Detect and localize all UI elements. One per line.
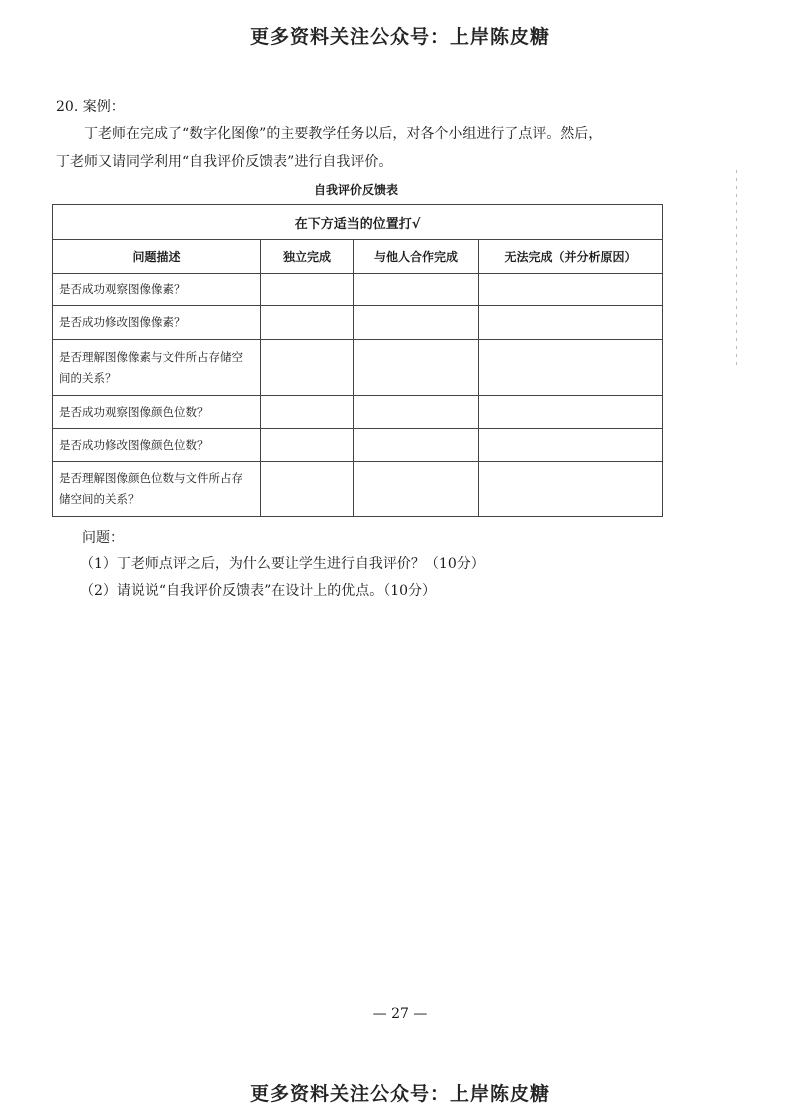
table-row (53, 462, 663, 517)
checkbox-cell-unable[interactable] (479, 274, 663, 306)
bottom-banner: 更多资料关注公众号：上岸陈皮糖 (249, 1083, 550, 1105)
checkbox-cell-unable[interactable] (479, 306, 663, 340)
row-description: 是否成功观察图像像素？ (53, 274, 261, 306)
table-row (53, 274, 663, 306)
checkbox-cell-cooperative[interactable] (354, 340, 479, 396)
question-item-1: （1）丁老师点评之后，为什么要让学生进行自我评价？（10分） (80, 556, 485, 572)
table-row (53, 396, 663, 429)
table-row (53, 340, 663, 396)
page-number: — 27 — (372, 1006, 428, 1022)
column-header-independent: 独立完成 (261, 240, 354, 274)
row-description: 是否成功修改图像像素？ (53, 306, 261, 340)
scan-artifact-line (736, 170, 737, 370)
column-header-unable: 无法完成（并分析原因） (479, 240, 663, 274)
checkbox-cell-independent[interactable] (261, 306, 354, 340)
column-header-cooperative: 与他人合作完成 (354, 240, 479, 274)
checkbox-cell-independent[interactable] (261, 274, 354, 306)
checkbox-cell-unable[interactable] (479, 340, 663, 396)
table-title: 自我评价反馈表 (313, 183, 398, 197)
row-description: 是否理解图像颜色位数与文件所占存储空间的关系？ (53, 462, 261, 517)
top-banner: 更多资料关注公众号：上岸陈皮糖 (249, 26, 550, 48)
table-span-header: 在下方适当的位置打√ (53, 205, 663, 240)
checkbox-cell-cooperative[interactable] (354, 429, 479, 462)
table-row (53, 306, 663, 340)
self-evaluation-table (52, 204, 663, 517)
checkbox-cell-unable[interactable] (479, 462, 663, 517)
table-row (53, 429, 663, 462)
checkbox-cell-unable[interactable] (479, 429, 663, 462)
checkbox-cell-cooperative[interactable] (354, 274, 479, 306)
checkbox-cell-cooperative[interactable] (354, 396, 479, 429)
column-header-description: 问题描述 (53, 240, 261, 274)
row-description: 是否理解图像像素与文件所占存储空间的关系？ (53, 340, 261, 396)
question-item-2: （2）请说说“自我评价反馈表”在设计上的优点。（10分） (80, 583, 437, 599)
row-description: 是否成功修改图像颜色位数？ (53, 429, 261, 462)
case-paragraph-line-2: 丁老师又请同学利用“自我评价反馈表”进行自我评价。 (56, 154, 393, 170)
checkbox-cell-unable[interactable] (479, 396, 663, 429)
checkbox-cell-independent[interactable] (261, 396, 354, 429)
question-number: 20. 案例： (56, 99, 125, 115)
checkbox-cell-independent[interactable] (261, 429, 354, 462)
row-description: 是否成功观察图像颜色位数？ (53, 396, 261, 429)
checkbox-cell-independent[interactable] (261, 462, 354, 517)
questions-title: 问题： (82, 530, 124, 546)
checkbox-cell-independent[interactable] (261, 340, 354, 396)
checkbox-cell-cooperative[interactable] (354, 306, 479, 340)
case-paragraph-line-1: 丁老师在完成了“数字化图像”的主要教学任务以后，对各个小组进行了点评。然后， (84, 126, 603, 142)
checkbox-cell-cooperative[interactable] (354, 462, 479, 517)
